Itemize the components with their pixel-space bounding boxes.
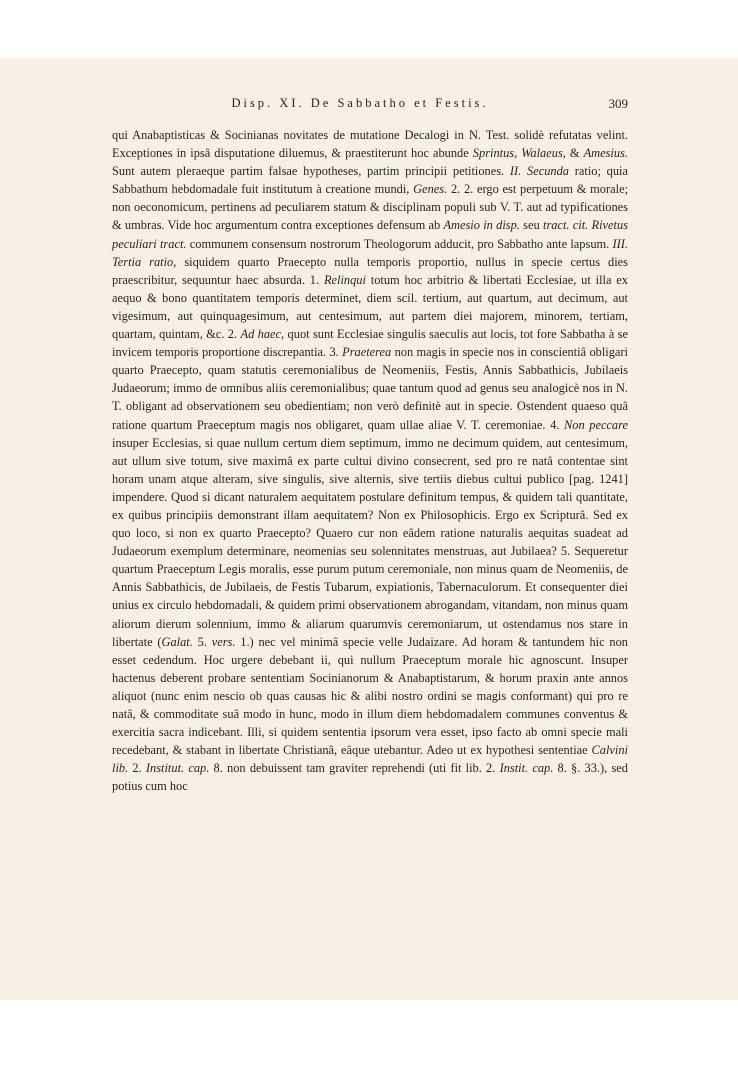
- text-run: 1.) nec vel minimâ specie velle Judaizare. Ad horam & tantundem hic non esset cedendum. Hoc urgere debebant ii, qui nullum Praeceptum morale hic agnoscunt. Insuper hactenus deberent probare sententiam Socinianorum & Anabaptistarum, & horum praxin ante annos aliquot (nunc enim nescio ob quas causas hic & alibi nostro ordini se magis conformant) qui pro re natâ, & commoditate suâ modo in hunc, modo in illum diem hebdomadalem communes conventus & exercitia sacra indicebant. Illi, si quidem sententia ipsorum vera esset, ipso facto ab omni specie mali recedebant, & stabant in libertate Christianâ, eâque utebantur. Adeo ut ex hypothesi sententiae: [112, 634, 628, 758]
- text-run: 2. 2. ergo est perpetuum & morale; non oeconomicum, pertinens ad peculiarem statum & disciplinam populi sub V. T. aut ad typificationes & umbras. Vide hoc argumentum contra exceptiones defensum ab: [112, 182, 629, 233]
- text-run: Sunt autem pleraeque partim falsae hypotheses, partim principii petitiones.: [112, 164, 510, 179]
- page-bottom-margin: [0, 1000, 738, 1068]
- italic-citation: tract. cit. Rivetus peculiari tract.: [112, 218, 629, 251]
- text-run: qui Anabaptisticas & Socinianas novitates de mutatione Decalogi in N. Test. solidè refutatas velint. Exceptiones in ipsâ disputatione diluemus, & praestiterunt hoc abunde: [112, 128, 628, 161]
- text-run: seu: [519, 218, 543, 233]
- italic-citation: Praeterea: [342, 345, 392, 360]
- italic-citation: vers.: [211, 634, 236, 649]
- text-run: 2.: [128, 761, 146, 776]
- italic-citation: Genes.: [413, 182, 448, 197]
- page-number: 309: [608, 96, 628, 111]
- italic-citation: Amesio in disp.: [443, 218, 520, 233]
- italic-citation: Galat.: [161, 634, 193, 649]
- text-run: insuper Ecclesias, si quae nullum certum diem septimum, immo ne decimum quidem, aut centesimum, aut ullum sive totum, sive maximâ ex parte cultui divino consecrent, sed pro re natâ contentae sint horam unam atque alteram, sive singulis, sive alternis, sive tertiis diebus cultui publico [pag. 1241] impendere. Quod si dicant naturalem aequitatem postulare definitum tempus, & quidem tali quantitate, ex quibus principiis demonstrant illam aequitatem? Non ex Philosophicis. Ergo ex Scripturâ. Sed ex quo loco, si non ex quarto Praecepto? Quaero cur non eâdem ratione naturalis aequitas suadeat ad Judaeorum exemplum determinare, neomenias seu solennitates menstruas, aut Jubilaea? 5. Sequeretur quartum Praeceptum Legis moralis, esse purum putum ceremoniale, non minus quam de Neomeniis, de Annis Sabbathicis, de Jubilaeis, de Festis Tubarum, expiationis, Tabernaculorum. Et consequenter diei unius ex circulo hebdomadali, & quidem primi observationem abrogandam, vitandam, non minus quam aliorum dierum solennium, immo & aliarum quarumvis ceremoniarum, ut ostendamus nos stare in libertate (: [112, 435, 628, 649]
- running-title: Disp. XI. De Sabbatho et Festis.: [231, 96, 489, 110]
- italic-citation: Calvini lib.: [112, 743, 628, 776]
- italic-citation: II. Secunda: [509, 164, 569, 179]
- italic-citation: Sprintus, Walaeus,: [472, 146, 566, 161]
- text-run: communem consensum nostrorum Theologorum adducit, pro Sabbatho ante lapsum.: [186, 236, 613, 251]
- text-run: totum hoc arbitrio & libertati Ecclesiae, ut illa ex aequo & bono quantitatem temporis determinet, diem scil. tertium, aut quartum, aut decimum, aut vigesimum, aut quinquagesimum, aut centesimum, aut partem diei majorem, minorem, tertiam, quartam, quintam, &c. 2.: [112, 272, 629, 342]
- italic-citation: III. Tertia ratio,: [112, 236, 628, 269]
- text-run: siquidem quarto Praecepto nulla temporis proportio, nullus in specie certus dies praescribitur, sequuntur haec absurda. 1.: [112, 254, 628, 287]
- running-head: [0, 96, 738, 116]
- paragraph: [112, 126, 628, 795]
- italic-citation: Non peccare: [564, 417, 628, 432]
- italic-citation: Ad haec,: [240, 327, 285, 342]
- italic-citation: Amesius.: [583, 146, 628, 161]
- text-run: ratio; quia Sabbathum hebdomadale fuit institutum à creatione mundi,: [112, 164, 628, 197]
- body-paragraph: [112, 126, 628, 795]
- text-run: 8. §. 33.), sed potius cum hoc: [112, 761, 628, 794]
- text-run: &: [565, 146, 584, 161]
- text-run: 5.: [192, 634, 212, 649]
- text-run: non magis in specie nos in conscientiâ obligari quarto Praecepto, quam statutis ceremonialibus de Neomeniis, Festis, Annis Sabbathicis, Jubilaeis Judaeorum; immo de omnibus aliis ceremonialibus; quae tantum quod ad genus seu analogicè nos in N. T. obligant ad observationem seu obedientiam; non verò definitè aut in specie. Ostendent quaeso quâ ratione quartum Praeceptum magis nos obligaret, quam ullae aliae V. T. ceremoniae. 4.: [112, 345, 629, 432]
- text-run: quot sunt Ecclesiae singulis saeculis aut locis, tot fore Sabbatha à se invicem temporis proportione discrepantia. 3.: [112, 327, 628, 360]
- italic-citation: Relinqui: [323, 272, 366, 287]
- text-run: 8. non debuissent tam graviter reprehendi (uti fit lib. 2.: [209, 761, 500, 776]
- page-top-margin: [0, 0, 738, 58]
- italic-citation: Instit. cap.: [499, 761, 554, 776]
- italic-citation: Institut. cap.: [145, 761, 210, 776]
- scanned-page: [0, 58, 738, 1000]
